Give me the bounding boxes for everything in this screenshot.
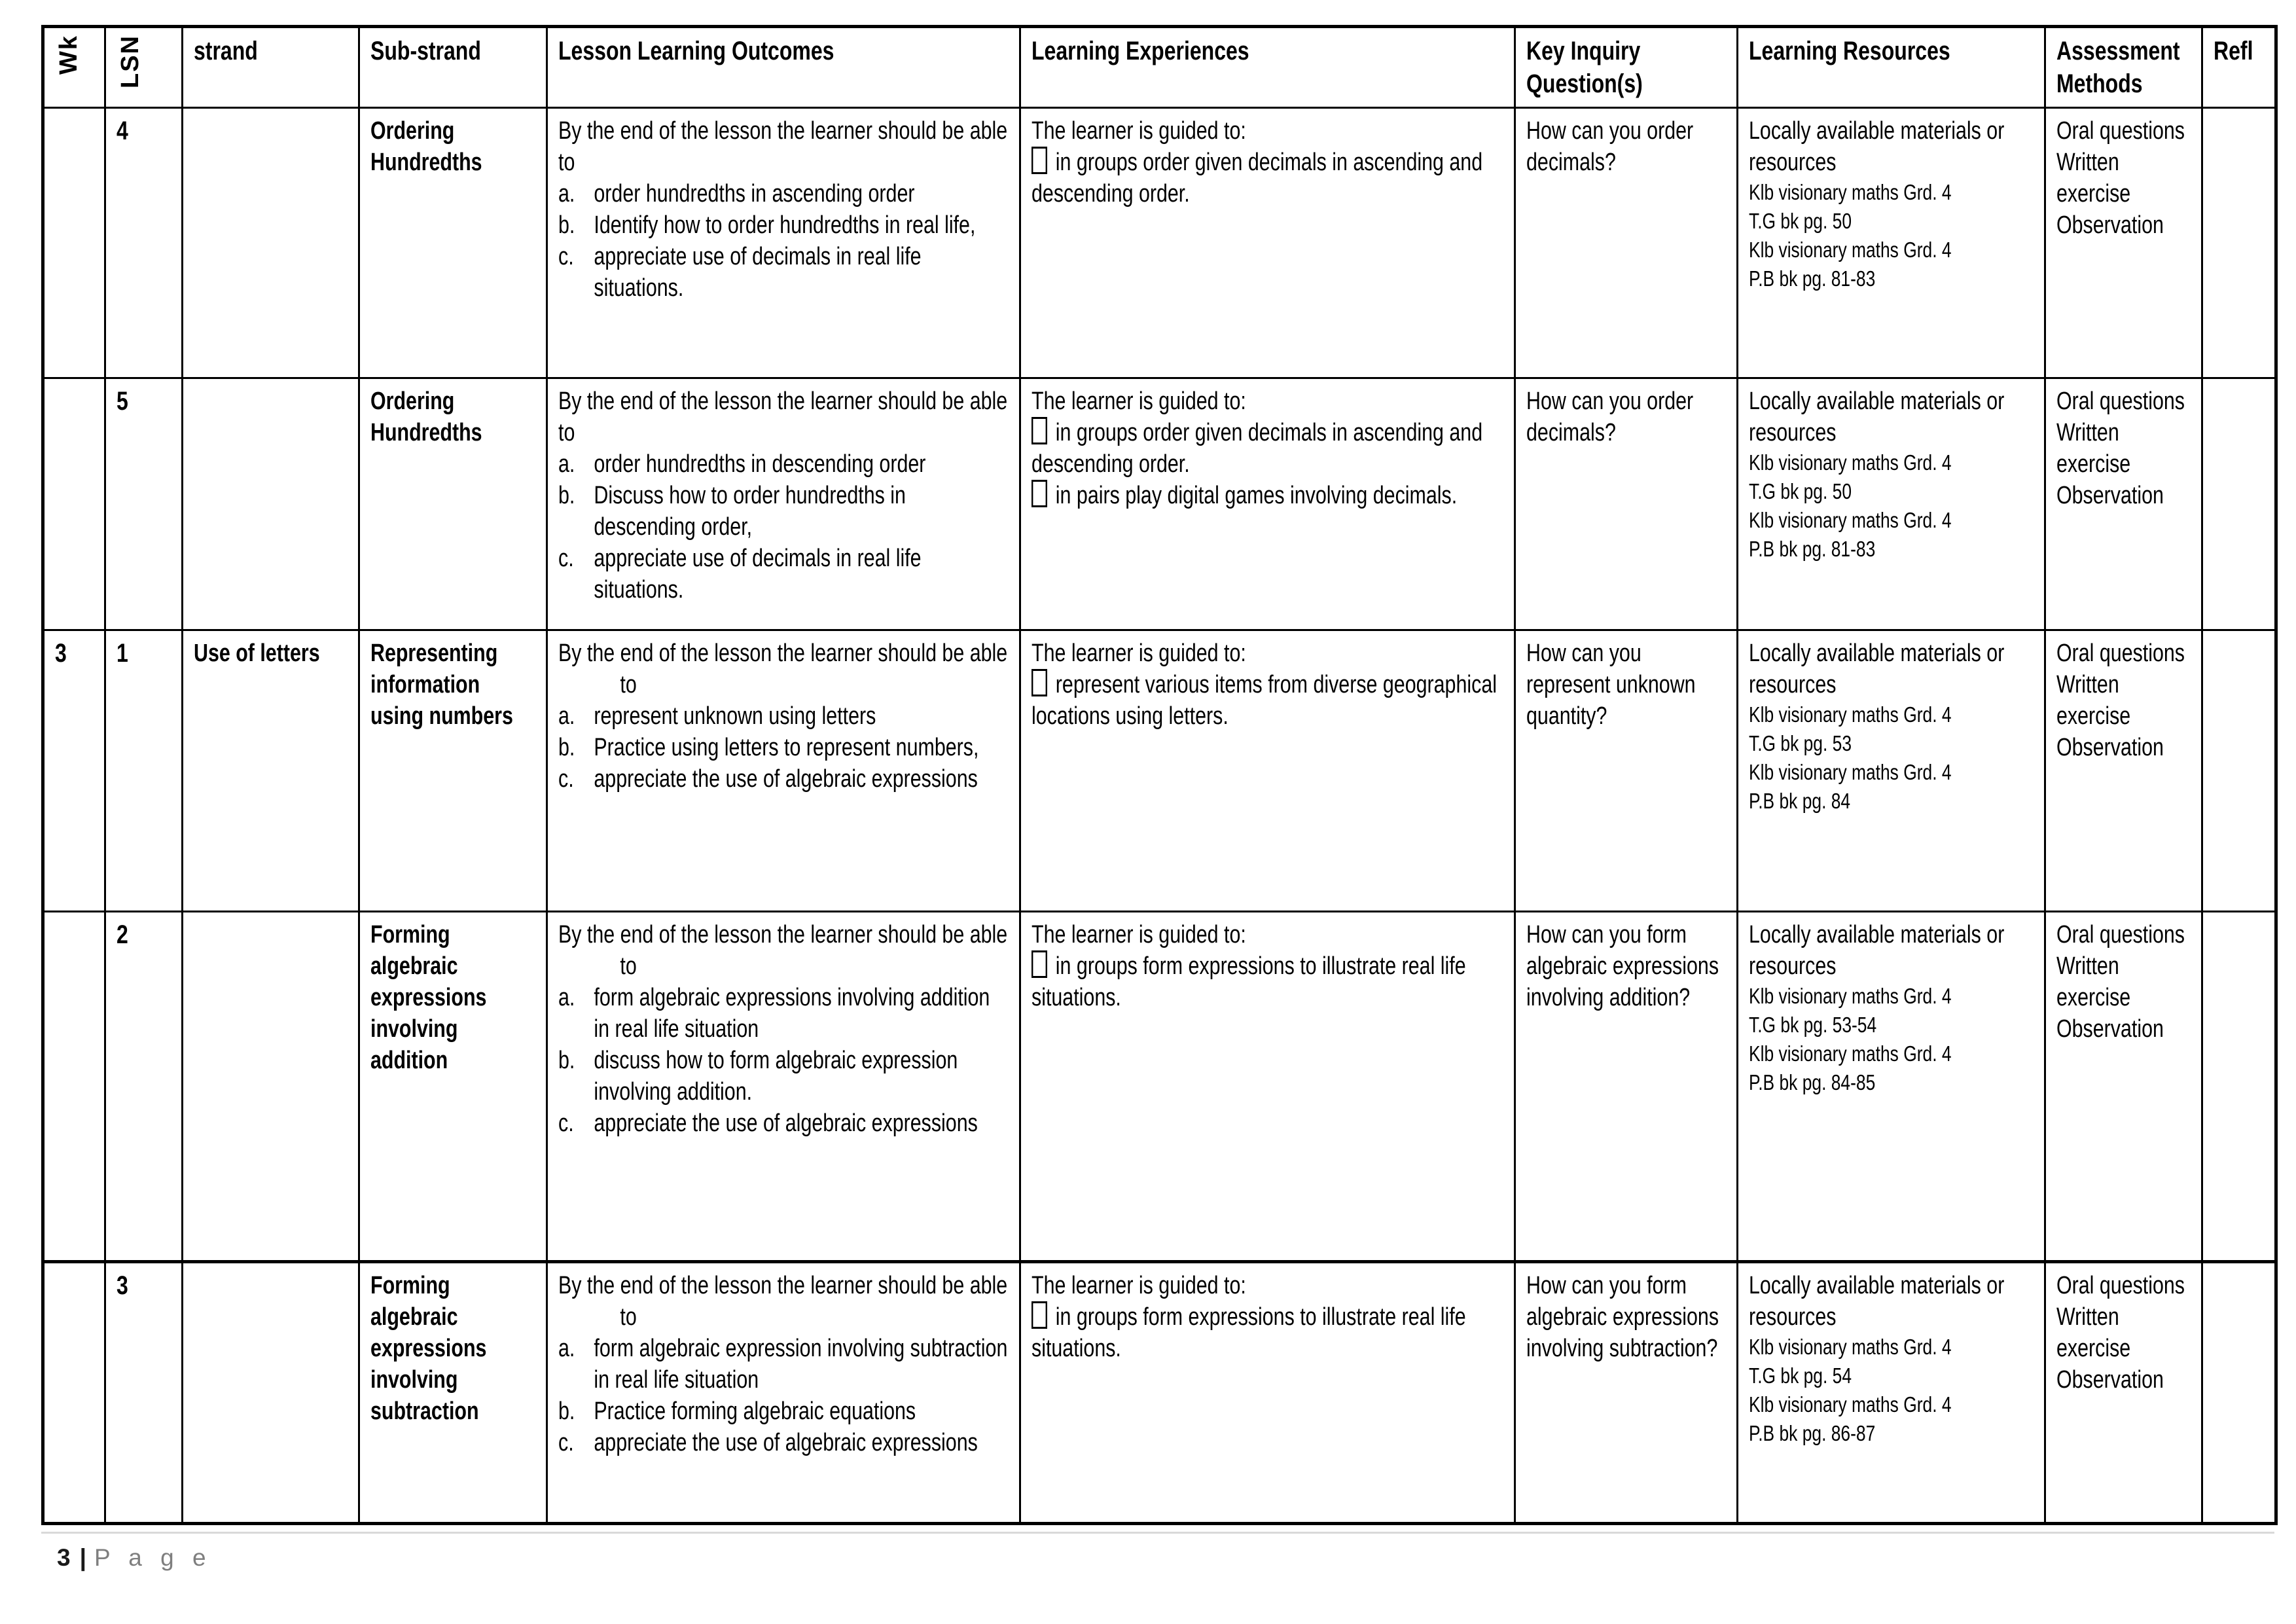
strand-value: Use of letters [194, 640, 320, 667]
outcome-item [558, 241, 1009, 304]
assessment-cell [2045, 630, 2202, 912]
lsn-value: 5 [117, 387, 128, 416]
experiences-intro: The learner is guided to: [1031, 1272, 1246, 1299]
resource-line: T.G bk pg. 53 [1749, 731, 1852, 755]
sub-strand-value: Ordering Hundredths [370, 388, 482, 446]
outcome-item [558, 1333, 1009, 1396]
key-inquiry-text: How can you form algebraic expressions involving subtraction? [1526, 1272, 1719, 1362]
outcome-item-marker: c. [558, 1110, 574, 1137]
outcome-item-text: discuss how to form algebraic expression involving addition. [594, 1047, 958, 1106]
resource-line: P.B bk pg. 84 [1749, 789, 1851, 813]
sub-strand-value: Representing information using numbers [370, 640, 513, 730]
refl-cell [2202, 1262, 2276, 1524]
outcome-item-marker: a. [558, 984, 575, 1011]
outcome-item-marker: b. [558, 1398, 575, 1425]
refl-cell [2202, 108, 2276, 378]
outcomes-cell [547, 630, 1020, 912]
page-label: P a g e [94, 1544, 212, 1571]
outcomes-intro: By the end of the lesson the learner should be able to [558, 388, 1008, 446]
experience-item-text: in groups order given decimals in ascending and descending order. [1031, 149, 1483, 208]
outcome-item [558, 480, 1009, 543]
col-header-key-inquiry [1515, 27, 1738, 108]
outcomes-cell [547, 912, 1020, 1262]
outcome-item-text: appreciate the use of algebraic expressions [594, 1110, 978, 1137]
col-header-outcomes [547, 27, 1020, 108]
resource-line: T.G bk pg. 50 [1749, 209, 1852, 233]
resource-line: Klb visionary maths Grd. 4 [1749, 180, 1952, 204]
col-header-assessment-label: Assessment Methods [2056, 37, 2180, 98]
experiences-intro: The learner is guided to: [1031, 640, 1246, 667]
outcome-item [558, 543, 1009, 605]
wk-value: 3 [55, 639, 67, 668]
resource-line: Klb visionary maths Grd. 4 [1749, 984, 1952, 1008]
experiences-cell [1020, 1262, 1515, 1524]
col-header-lsn [105, 27, 183, 108]
footer-rule [41, 1532, 2274, 1534]
resources-cell [1738, 912, 2045, 1262]
sub-strand-value: Forming algebraic expressions involving addition [370, 921, 487, 1074]
outcome-item [558, 1108, 1009, 1139]
outcome-item-marker: a. [558, 702, 575, 730]
sub-strand-value: Ordering Hundredths [370, 117, 482, 176]
assessment-line: Observation [2056, 482, 2164, 509]
outcome-item-text: Practice forming algebraic equations [594, 1398, 916, 1425]
scheme-of-work-table [41, 25, 2278, 1525]
outcomes-intro: By the end of the lesson the learner should be able to [558, 921, 1008, 980]
table-row [43, 630, 2276, 912]
outcome-item [558, 732, 1009, 763]
lsn-cell [105, 912, 183, 1262]
refl-cell [2202, 378, 2276, 630]
missing-glyph-bullet-icon [1031, 480, 1047, 507]
experience-item-text: represent various items from diverse geographical locations using letters. [1031, 671, 1497, 730]
outcome-item-marker: b. [558, 482, 575, 509]
resource-line: Klb visionary maths Grd. 4 [1749, 1041, 1952, 1066]
outcome-item-text: represent unknown using letters [594, 702, 876, 730]
outcomes-intro: By the end of the lesson the learner should be able to [558, 117, 1008, 176]
outcome-item [558, 700, 1009, 732]
outcome-item-marker: b. [558, 734, 575, 761]
sub-strand-cell [359, 630, 547, 912]
wk-cell [43, 1262, 105, 1524]
outcome-item-marker: a. [558, 450, 575, 478]
experience-item-text: in groups form expressions to illustrate real life situations. [1031, 1303, 1466, 1362]
assessment-cell [2045, 378, 2202, 630]
col-header-key-inquiry-label: Key Inquiry Question(s) [1526, 37, 1643, 98]
assessment-line: Oral questions [2056, 117, 2185, 145]
resources-cell [1738, 108, 2045, 378]
col-header-refl [2202, 27, 2276, 108]
resource-line: Klb visionary maths Grd. 4 [1749, 450, 1952, 475]
missing-glyph-bullet-icon [1031, 147, 1047, 174]
experience-item [1031, 1301, 1503, 1364]
experiences-cell [1020, 378, 1515, 630]
resources-cell [1738, 630, 2045, 912]
resource-line: T.G bk pg. 50 [1749, 479, 1852, 503]
col-header-outcomes-label: Lesson Learning Outcomes [558, 37, 834, 65]
page-footer [41, 1544, 2274, 1572]
col-header-experiences [1020, 27, 1515, 108]
outcome-item-text: form algebraic expression involving subtraction in real life situation [594, 1335, 1008, 1394]
outcome-item-text: form algebraic expressions involving addition in real life situation [594, 984, 990, 1043]
resource-line: P.B bk pg. 81-83 [1749, 537, 1876, 561]
strand-cell [183, 378, 359, 630]
table-row [43, 1262, 2276, 1524]
page-number: 3 [57, 1544, 71, 1571]
key-inquiry-text: How can you represent unknown quantity? [1526, 640, 1696, 730]
key-inquiry-cell [1515, 912, 1738, 1262]
table-header-row [43, 27, 2276, 108]
resource-line: Locally available materials or resources [1749, 640, 2005, 698]
col-header-resources-label: Learning Resources [1749, 37, 1950, 65]
wk-cell [43, 912, 105, 1262]
resource-line: T.G bk pg. 54 [1749, 1363, 1852, 1388]
assessment-line: Oral questions [2056, 640, 2185, 667]
assessment-cell [2045, 1262, 2202, 1524]
experiences-intro: The learner is guided to: [1031, 388, 1246, 415]
assessment-line: Written exercise [2056, 1303, 2131, 1362]
experience-item [1031, 480, 1503, 511]
assessment-line: Written exercise [2056, 952, 2131, 1011]
assessment-line: Oral questions [2056, 921, 2185, 948]
refl-cell [2202, 630, 2276, 912]
resource-line: Klb visionary maths Grd. 4 [1749, 1335, 1952, 1359]
experiences-cell [1020, 108, 1515, 378]
outcome-item [558, 448, 1009, 480]
assessment-line: Observation [2056, 211, 2164, 239]
strand-cell [183, 1262, 359, 1524]
experiences-intro: The learner is guided to: [1031, 117, 1246, 145]
outcome-item-text: order hundredths in descending order [594, 450, 926, 478]
resource-line: Locally available materials or resources [1749, 921, 2005, 980]
outcome-item-text: appreciate the use of algebraic expressions [594, 1429, 978, 1456]
resources-cell [1738, 378, 2045, 630]
outcome-item [558, 763, 1009, 795]
col-header-sub-strand [359, 27, 547, 108]
lsn-cell [105, 108, 183, 378]
resource-line: Klb visionary maths Grd. 4 [1749, 702, 1952, 727]
table-row [43, 108, 2276, 378]
resource-line: T.G bk pg. 53-54 [1749, 1013, 1877, 1037]
col-header-lsn-label: LSN [117, 35, 144, 88]
outcome-item-text: appreciate the use of algebraic expressions [594, 765, 978, 793]
missing-glyph-bullet-icon [1031, 950, 1047, 978]
resource-line: Klb visionary maths Grd. 4 [1749, 760, 1952, 784]
outcome-item-marker: c. [558, 545, 574, 572]
resource-line: P.B bk pg. 86-87 [1749, 1421, 1876, 1445]
key-inquiry-text: How can you order decimals? [1526, 117, 1694, 176]
assessment-line: Written exercise [2056, 149, 2131, 208]
col-header-strand [183, 27, 359, 108]
assessment-line: Oral questions [2056, 1272, 2185, 1299]
outcome-item-marker: c. [558, 1429, 574, 1456]
outcome-item-text: Practice using letters to represent numbers, [594, 734, 979, 761]
experience-item-text: in groups form expressions to illustrate real life situations. [1031, 952, 1466, 1011]
experience-item-text: in groups order given decimals in ascending and descending order. [1031, 419, 1483, 478]
outcome-item-marker: b. [558, 211, 575, 239]
scheme-of-work-document [41, 25, 2274, 1572]
outcome-item-marker: a. [558, 180, 575, 208]
assessment-cell [2045, 108, 2202, 378]
col-header-assessment [2045, 27, 2202, 108]
table-row [43, 912, 2276, 1262]
wk-cell [43, 630, 105, 912]
outcomes-cell [547, 108, 1020, 378]
outcomes-intro: By the end of the lesson the learner should be able to [558, 640, 1008, 698]
col-header-refl-label: Refl [2214, 37, 2253, 65]
outcome-item [558, 1396, 1009, 1427]
sub-strand-cell [359, 108, 547, 378]
strand-cell [183, 108, 359, 378]
lsn-value: 3 [117, 1271, 128, 1300]
resource-line: Locally available materials or resources [1749, 1272, 2005, 1331]
col-header-resources [1738, 27, 2045, 108]
lsn-cell [105, 378, 183, 630]
wk-cell [43, 378, 105, 630]
key-inquiry-cell [1515, 1262, 1738, 1524]
outcome-item-text: appreciate use of decimals in real life situations. [594, 545, 922, 604]
outcome-item-marker: c. [558, 243, 574, 270]
assessment-line: Observation [2056, 1366, 2164, 1394]
outcome-item-marker: a. [558, 1335, 575, 1362]
sub-strand-cell [359, 912, 547, 1262]
outcomes-cell [547, 1262, 1020, 1524]
resource-line: Locally available materials or resources [1749, 388, 2005, 446]
sub-strand-cell [359, 1262, 547, 1524]
experience-item [1031, 669, 1503, 732]
sub-strand-value: Forming algebraic expressions involving subtraction [370, 1272, 487, 1425]
experience-item-text: in pairs play digital games involving decimals. [1055, 482, 1458, 509]
experiences-intro: The learner is guided to: [1031, 921, 1246, 948]
lsn-value: 1 [117, 639, 128, 668]
lsn-value: 4 [117, 117, 128, 145]
outcome-item-text: appreciate use of decimals in real life situations. [594, 243, 922, 302]
resource-line: Klb visionary maths Grd. 4 [1749, 238, 1952, 262]
key-inquiry-cell [1515, 630, 1738, 912]
missing-glyph-bullet-icon [1031, 1301, 1047, 1329]
experiences-cell [1020, 630, 1515, 912]
resource-line: P.B bk pg. 81-83 [1749, 266, 1876, 291]
outcome-item-marker: c. [558, 765, 574, 793]
assessment-line: Observation [2056, 734, 2164, 761]
resource-line: Locally available materials or resources [1749, 117, 2005, 176]
experience-item [1031, 950, 1503, 1013]
outcome-item-text: order hundredths in ascending order [594, 180, 915, 208]
outcome-item [558, 1045, 1009, 1108]
key-inquiry-cell [1515, 108, 1738, 378]
assessment-line: Observation [2056, 1015, 2164, 1043]
outcome-item-text: Identify how to order hundredths in real life, [594, 211, 976, 239]
outcomes-cell [547, 378, 1020, 630]
experiences-cell [1020, 912, 1515, 1262]
outcome-item-text: Discuss how to order hundredths in descending order, [594, 482, 906, 541]
footer-separator: | [79, 1544, 86, 1571]
strand-cell [183, 630, 359, 912]
wk-cell [43, 108, 105, 378]
key-inquiry-text: How can you form algebraic expressions involving addition? [1526, 921, 1719, 1011]
outcome-item [558, 982, 1009, 1045]
lsn-cell [105, 630, 183, 912]
outcomes-intro: By the end of the lesson the learner should be able to [558, 1272, 1008, 1331]
lsn-value: 2 [117, 920, 128, 949]
refl-cell [2202, 912, 2276, 1262]
col-header-wk-label: Wk [55, 35, 82, 75]
strand-cell [183, 912, 359, 1262]
col-header-wk [43, 27, 105, 108]
resource-line: Klb visionary maths Grd. 4 [1749, 508, 1952, 532]
col-header-sub-strand-label: Sub-strand [370, 37, 481, 65]
experience-item [1031, 147, 1503, 209]
resource-line: P.B bk pg. 84-85 [1749, 1070, 1876, 1094]
outcome-item-marker: b. [558, 1047, 575, 1074]
assessment-cell [2045, 912, 2202, 1262]
col-header-strand-label: strand [194, 37, 258, 65]
missing-glyph-bullet-icon [1031, 417, 1047, 444]
experience-item [1031, 417, 1503, 480]
sub-strand-cell [359, 378, 547, 630]
outcome-item [558, 178, 1009, 209]
missing-glyph-bullet-icon [1031, 669, 1047, 696]
lsn-cell [105, 1262, 183, 1524]
assessment-line: Written exercise [2056, 671, 2131, 730]
key-inquiry-text: How can you order decimals? [1526, 388, 1694, 446]
outcome-item [558, 209, 1009, 241]
outcome-item [558, 1427, 1009, 1458]
key-inquiry-cell [1515, 378, 1738, 630]
resources-cell [1738, 1262, 2045, 1524]
resource-line: Klb visionary maths Grd. 4 [1749, 1392, 1952, 1416]
assessment-line: Written exercise [2056, 419, 2131, 478]
table-row [43, 378, 2276, 630]
col-header-experiences-label: Learning Experiences [1031, 37, 1249, 65]
assessment-line: Oral questions [2056, 388, 2185, 415]
